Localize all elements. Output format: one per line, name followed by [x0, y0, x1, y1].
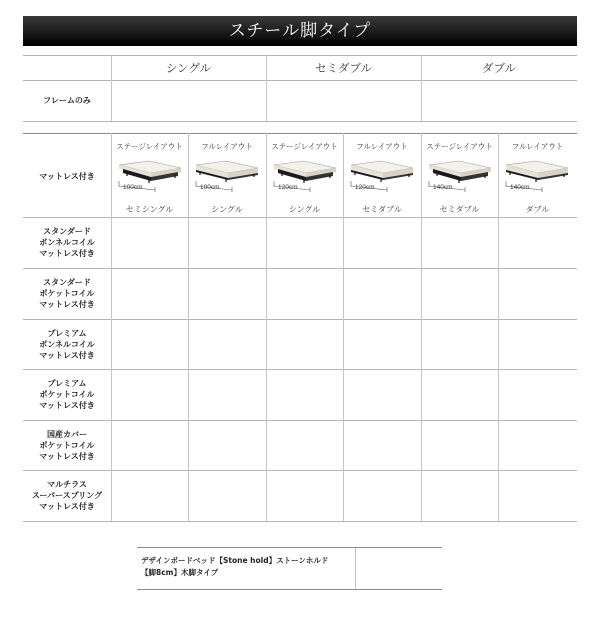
layout-label: ステージレイアウト — [426, 142, 493, 151]
full-layout-bed-icon — [347, 159, 417, 199]
layout-label: ステージレイアウト — [271, 142, 338, 151]
size-name: シングル — [211, 205, 243, 214]
table-rule — [23, 268, 577, 269]
row-label-frame-only: フレームのみ — [43, 96, 91, 105]
stage-layout-bed-icon — [270, 159, 340, 199]
mattress-col-header — [266, 133, 343, 217]
table-rule — [23, 217, 577, 218]
column-header-semidouble: セミダブル — [314, 61, 373, 75]
related-product-box — [137, 547, 442, 590]
size-name: セミシングル — [125, 205, 174, 214]
page-title-bar — [23, 16, 577, 46]
table-rule — [23, 319, 577, 320]
table-rule — [23, 55, 577, 56]
mattress-col-header — [111, 133, 188, 217]
stage-layout-bed-icon — [115, 159, 185, 199]
table-rule — [23, 80, 577, 81]
table-rule — [23, 470, 577, 471]
row-label-domestic-cover-pocket: 国産カバー ポケットコイル マットレス付き — [39, 430, 95, 461]
size-name: セミダブル — [362, 205, 402, 214]
width-label: 100cm — [123, 184, 143, 191]
row-label-multi-lath-spring: マルチラス スーパースプリング マットレス付き — [31, 480, 103, 511]
width-label: 120cm — [278, 184, 298, 191]
table-rule — [23, 369, 577, 370]
mattress-col-header — [498, 133, 577, 217]
related-product-link[interactable] — [141, 555, 355, 579]
mattress-col-header — [343, 133, 421, 217]
table-rule — [23, 121, 577, 122]
table-rule — [23, 420, 577, 421]
mattress-col-header — [188, 133, 266, 217]
full-layout-bed-icon — [192, 159, 262, 199]
width-label: 120cm — [355, 184, 375, 191]
mattress-col-header — [421, 133, 498, 217]
stage-layout-bed-icon — [425, 159, 495, 199]
layout-label: ステージレイアウト — [116, 142, 183, 151]
size-name: セミダブル — [439, 205, 480, 214]
table-rule — [23, 521, 577, 522]
row-label-premium-bonnell: プレミアム ボンネルコイル マットレス付き — [39, 329, 95, 360]
row-label-standard-pocket: スタンダード ポケットコイル マットレス付き — [39, 278, 95, 309]
layout-label: フルレイアウト — [201, 142, 253, 151]
width-label: 140cm — [433, 184, 453, 191]
page-title: スチール脚タイプ — [228, 21, 372, 41]
layout-label: フルレイアウト — [511, 142, 564, 151]
column-header-single: シングル — [165, 61, 212, 75]
full-layout-bed-icon — [502, 159, 572, 199]
width-label: 140cm — [510, 184, 530, 191]
width-label: 100cm — [200, 184, 220, 191]
related-product-name: デザインボードベッド【Stone hold】ストーンホルド — [141, 556, 329, 565]
row-label-standard-bonnell: スタンダード ボンネルコイル マットレス付き — [39, 227, 95, 258]
row-label-premium-pocket: プレミアム ポケットコイル マットレス付き — [39, 379, 95, 410]
table-divider — [355, 548, 356, 589]
layout-label: フルレイアウト — [356, 142, 408, 151]
column-header-double: ダブル — [481, 61, 517, 75]
row-label-mattress: マットレス付き — [39, 172, 95, 181]
related-product-variant: 【脚8cm】木脚タイプ — [141, 568, 219, 577]
size-name: シングル — [288, 205, 321, 214]
size-name: ダブル — [525, 205, 550, 214]
